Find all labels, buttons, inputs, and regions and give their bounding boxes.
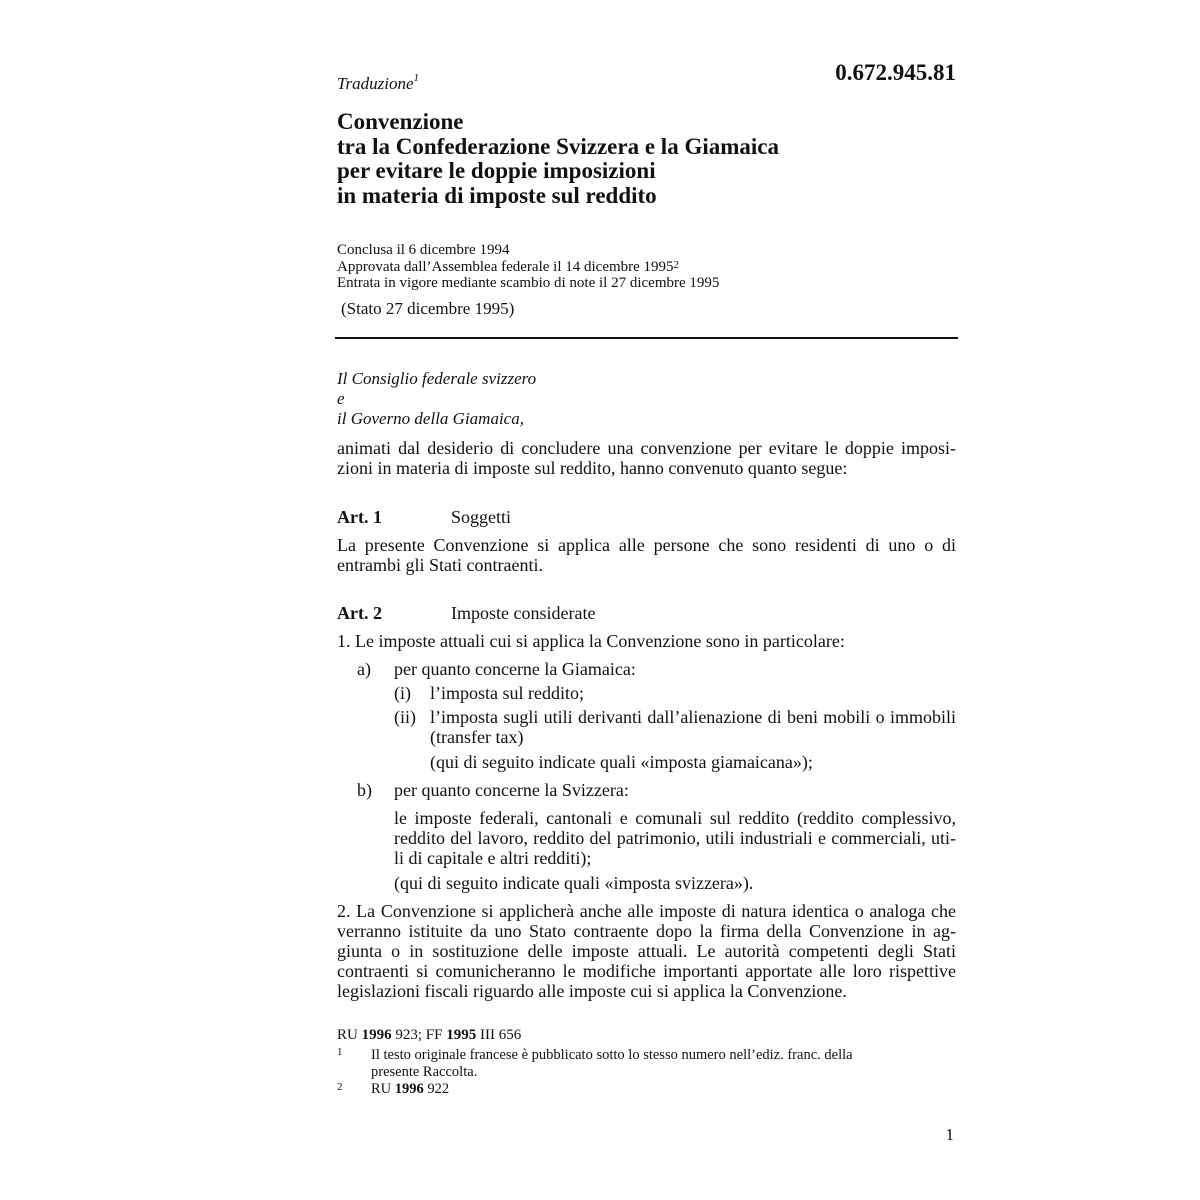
- article-2-para-1: 1. Le imposte attuali cui si applica la Convenzione sono in particolare:: [337, 631, 845, 651]
- preamble-party-1: Il Consiglio federale svizzero: [337, 369, 537, 388]
- list-item-b: per quanto concerne la Svizzera:: [394, 780, 629, 800]
- ref-ru-page: 923; FF: [391, 1027, 447, 1043]
- ref-ru-prefix: RU: [337, 1027, 362, 1043]
- ref-ru-year: 1996: [361, 1027, 392, 1043]
- translation-label-text: Traduzione: [337, 74, 414, 93]
- footnote-number-2: 2: [337, 1081, 343, 1093]
- meta-approved-text: Approvata dall’Assemblea federale il 14 dicembre 1995: [337, 258, 674, 275]
- footnote-ref-2[interactable]: 2: [673, 258, 680, 271]
- article-line: entrambi gli Stati contraenti.: [337, 555, 543, 575]
- list-item-line: l’imposta sugli utili derivanti dall’alienazione di beni mobili o immobili: [430, 707, 956, 727]
- footnote-ref-1[interactable]: 1: [413, 72, 420, 84]
- title-line: per evitare le doppie imposizioni: [337, 158, 656, 183]
- ref-ff-year: 1995: [446, 1027, 477, 1043]
- ref-ff-rest: III 656: [476, 1027, 522, 1043]
- paragraph-line: giunta o in sostituzione delle imposte attuali. Le autorità competenti degli Stati: [337, 941, 956, 961]
- sr-number: 0.672.945.81: [835, 60, 956, 85]
- preamble-party-2: il Governo della Giamaica,: [337, 409, 524, 428]
- footnote-number-1: 1: [337, 1046, 343, 1058]
- footnote-1: [371, 1047, 853, 1080]
- paragraph-line: 2. La Convenzione si applicherà anche alle imposte di natura identica o analoga che: [337, 901, 956, 921]
- article-number: Art. 1: [337, 507, 382, 527]
- title-line: in materia di imposte sul reddito: [337, 182, 657, 208]
- fn2-year: 1996: [394, 1081, 424, 1097]
- fn2-prefix: RU: [371, 1081, 395, 1097]
- footnote-line: presente Raccolta.: [371, 1063, 478, 1080]
- meta-approved: [337, 259, 719, 276]
- meta-entered-into-force: Entrata in vigore mediante scambio di note il 27 dicembre 1995: [337, 275, 720, 291]
- list-marker-a: a): [357, 659, 371, 679]
- article-number: Art. 2: [337, 603, 382, 623]
- meta-concluded: Conclusa il 6 dicembre 1994: [337, 242, 510, 258]
- publication-reference: [337, 1027, 521, 1044]
- header-divider: [335, 337, 958, 339]
- footnote-2: [371, 1081, 449, 1098]
- list-item-line: reddito del lavoro, reddito del patrimonio, utili industriali e commerciali, uti-: [394, 828, 956, 848]
- list-marker-b: b): [357, 780, 372, 800]
- list-item-line: le imposte federali, cantonali e comunali sul reddito (reddito complessivo,: [394, 808, 956, 828]
- list-item-line: (transfer tax): [430, 727, 524, 747]
- page-number: 1: [945, 1125, 954, 1144]
- list-item-a-ii: [430, 707, 956, 747]
- status-date: (Stato 27 dicembre 1995): [341, 299, 515, 318]
- paragraph-line: contraenti si comunicheranno le modifiche importanti apportate alle loro rispettive: [337, 961, 956, 981]
- list-marker-ii: (ii): [394, 707, 416, 727]
- article-1-text: [337, 535, 956, 575]
- fn2-page: 922: [423, 1081, 450, 1097]
- list-item-a-note: (qui di seguito indicate quali «imposta giamaicana»);: [430, 752, 813, 772]
- article-title: Soggetti: [451, 507, 512, 527]
- preamble-line: animati dal desiderio di concludere una convenzione per evitare le doppie imposi-: [337, 438, 956, 458]
- article-2-para-2: [337, 901, 956, 1001]
- preamble-conjunction: e: [337, 389, 345, 408]
- list-item-a-i: l’imposta sul reddito;: [430, 683, 584, 703]
- list-item-b-text: [394, 808, 956, 868]
- list-marker-i: (i): [394, 683, 411, 703]
- document-meta: [337, 242, 719, 292]
- list-item-b-note: (qui di seguito indicate quali «imposta svizzera»).: [394, 873, 754, 893]
- preamble-parties: [337, 369, 536, 429]
- preamble-text: [337, 438, 956, 478]
- list-item-a: per quanto concerne la Giamaica:: [394, 659, 636, 679]
- list-item-line: li di capitale e altri redditi);: [394, 848, 592, 868]
- article-line: La presente Convenzione si applica alle persone che sono residenti di uno o di: [337, 535, 956, 555]
- title-line: Convenzione: [337, 109, 464, 134]
- title-line: tra la Confederazione Svizzera e la Giamaica: [337, 133, 779, 159]
- footnote-line: Il testo originale francese è pubblicato sotto lo stesso numero nell’ediz. franc. della: [371, 1047, 853, 1063]
- paragraph-line: verranno istituite da uno Stato contraente dopo la firma della Convenzione in ag-: [337, 921, 956, 941]
- translation-label: [337, 74, 419, 94]
- article-title: Imposte considerate: [451, 603, 596, 623]
- paragraph-line: legislazioni fiscali riguardo alle imposte cui si applica la Convenzione.: [337, 981, 847, 1001]
- preamble-line: zioni in materia di imposte sul reddito, hanno convenuto quanto segue:: [337, 458, 848, 478]
- document-title: [337, 110, 779, 208]
